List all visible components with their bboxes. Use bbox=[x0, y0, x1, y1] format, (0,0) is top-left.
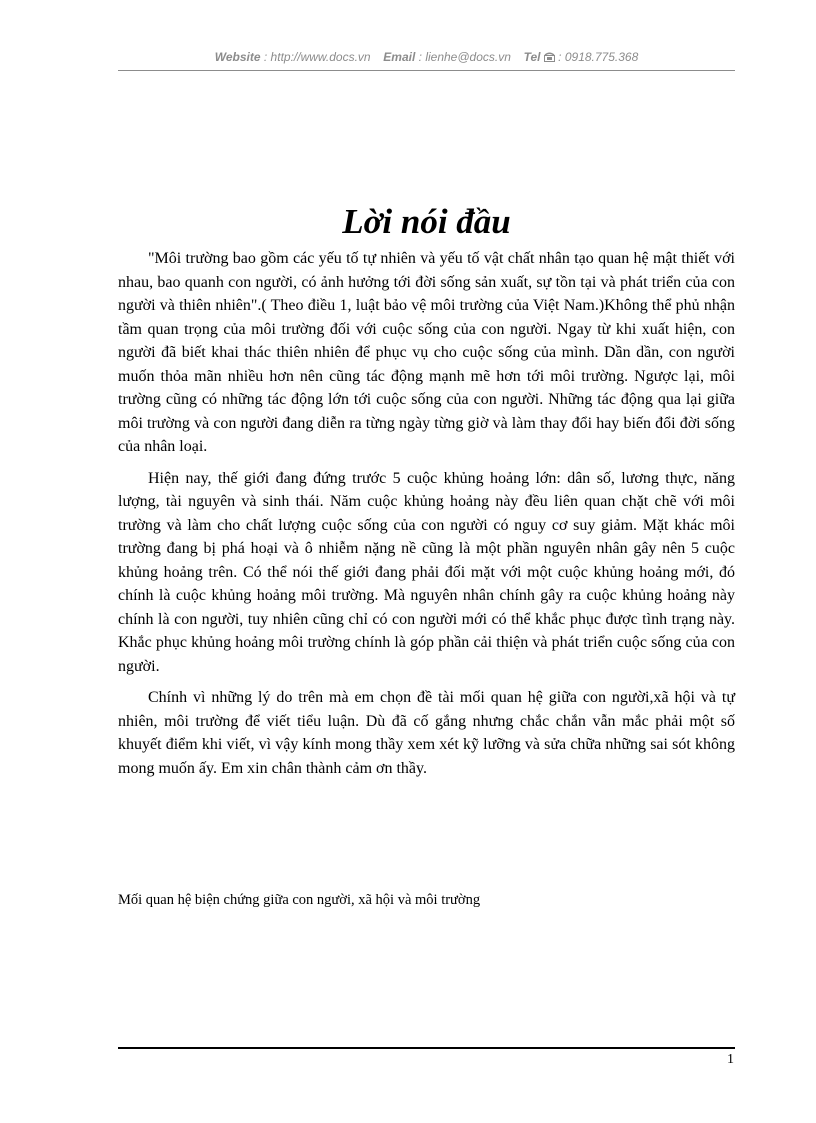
phone-icon bbox=[544, 51, 555, 61]
header-divider bbox=[118, 70, 735, 71]
paragraph-2: Hiện nay, thế giới đang đứng trước 5 cuộc khủng hoảng lớn: dân số, lương thực, năng lượng, tài nguyên và sinh thái. Năm cuộc khủng hoảng này đều liên quan chặt chẽ với môi trường và làm cho chất lượng cuộc sống của con người có nguy cơ suy giảm. Mặt khác môi trường đang bị phá hoại và ô nhiễm nặng nề cũng là một phần nguyên nhân gây nên 5 cuộc khủng hoảng trên. Có thể nói thế giới đang phải đối mặt với một cuộc khủng hoảng mới, đó chính là cuộc khủng hoảng môi trường. Mà nguyên nhân chính gây ra cuộc khủng hoảng này chính là con người, tuy nhiên cũng chỉ có con người mới có thể khắc phục được tình trạng này. Khắc phục khủng hoảng môi trường chính là góp phần cải thiện và phát triển cuộc sống của con người. bbox=[118, 469, 735, 675]
page-number: 1 bbox=[727, 1052, 734, 1067]
document-title: Lời nói đầu bbox=[342, 202, 511, 241]
tel-label: Tel bbox=[523, 50, 541, 64]
paragraph-3: Chính vì những lý do trên mà em chọn đề tài mối quan hệ giữa con người,xã hội và tự nhiên, môi trường để viết tiểu luận. Dù đã cố gắng nhưng chắc chắn vẫn mắc phải một số khuyết điểm khi viết, vì vậy kính mong thầy xem xét kỹ lưỡng và sửa chữa những sai sót không mong muốn ấy. Em xin chân thành cảm ơn thầy. bbox=[118, 689, 735, 777]
website-value: : http://www.docs.vn bbox=[263, 50, 371, 64]
email-value: : lienhe@docs.vn bbox=[418, 50, 511, 64]
document-body bbox=[118, 247, 735, 780]
footer-divider bbox=[118, 1047, 735, 1049]
email-label: Email bbox=[383, 50, 416, 64]
page-header bbox=[118, 50, 735, 64]
paragraph-1: "Môi trường bao gồm các yếu tố tự nhiên và yếu tố vật chất nhân tạo quan hệ mật thiết với nhau, bao quanh con người, có ảnh hưởng tới đời sống sản xuất, sự tồn tại và phát triển của con người và thiên nhiên".( Theo điều 1, luật bảo vệ môi trường của Việt Nam.)Không thể phủ nhận tầm quan trọng của môi trường đối với cuộc sống của con người. Ngay từ khi xuất hiện, con người đã biết khai thác thiên nhiên để phục vụ cho cuộc sống của mình. Dần dần, con người muốn thỏa mãn nhiều hơn nên cũng tác động mạnh mẽ hơn tới môi trường. Ngược lại, môi trường cũng có những tác động lớn tới cuộc sống của con người. Những tác động qua lại giữa môi trường và con người đang diễn ra từng ngày từng giờ và làm thay đổi hay biến đổi đời sống của nhân loại. bbox=[118, 250, 735, 455]
website-label: Website bbox=[214, 50, 261, 64]
footer-note: Mối quan hệ biện chứng giữa con người, xã hội và môi trường bbox=[118, 892, 481, 908]
tel-value: : 0918.775.368 bbox=[558, 50, 639, 64]
